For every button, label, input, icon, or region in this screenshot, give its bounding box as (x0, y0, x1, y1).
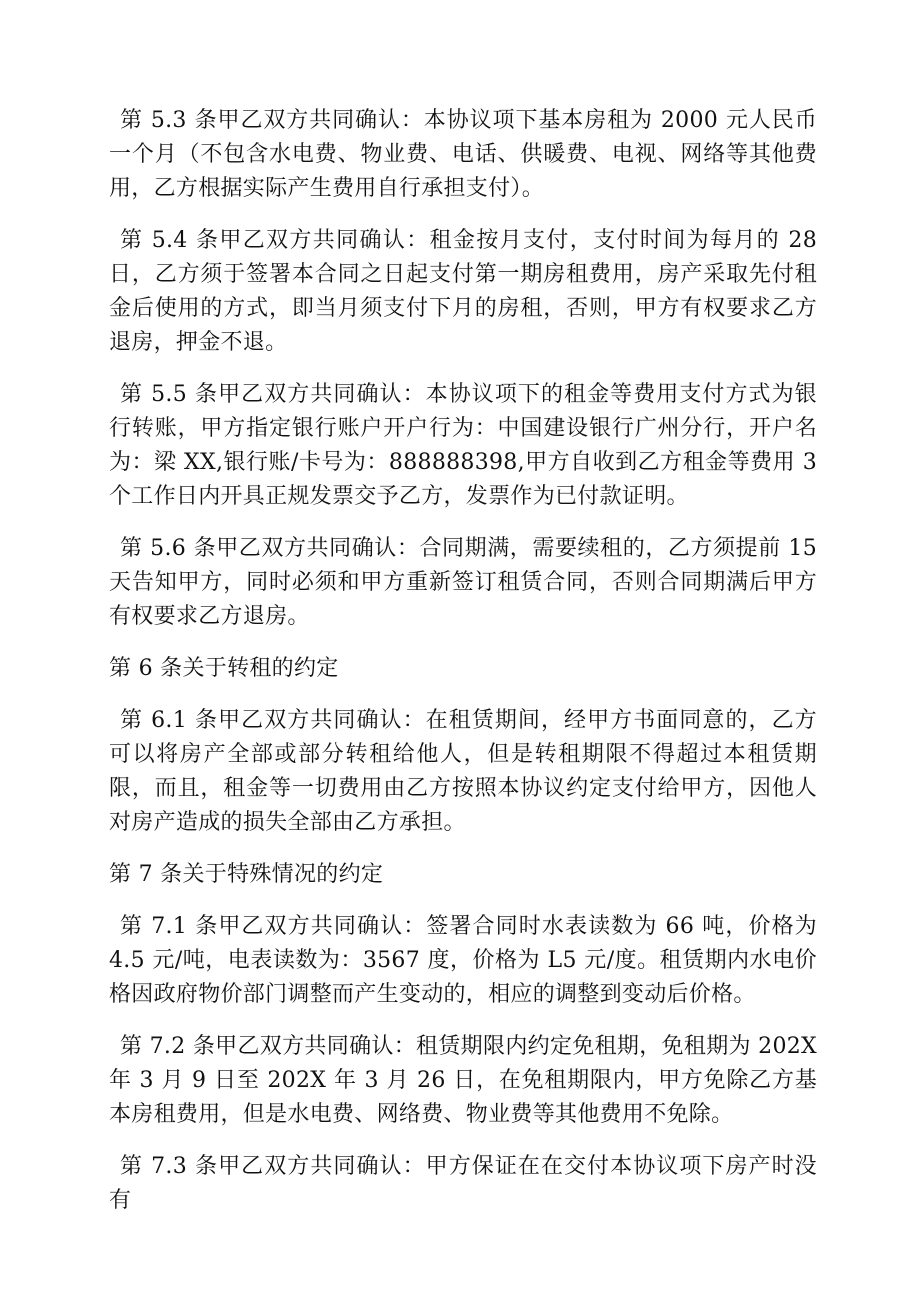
section-7-heading: 第 7 条关于特殊情况的约定 (109, 862, 384, 887)
clause-7-1: 第 7.1 条甲乙双方共同确认：签署合同时水表读数为 66 吨，价格为 4.5 元/吨，电表读数为：3567 度，价格为 L5 元/度。租赁期内水电价格因政府物价部门调整而产生变动的，相应的调整到变动后价格。 (109, 914, 817, 1007)
clause-6-1: 第 6.1 条甲乙双方共同确认：在租赁期间，经甲方书面同意的，乙方可以将房产全部或部分转租给他人，但是转租期限不得超过本租赁期限，而且，租金等一切费用由乙方按照本协议约定支付给甲方，因他人对房产造成的损失全部由乙方承担。 (109, 708, 817, 835)
document-body (109, 104, 817, 1236)
clause-7-2: 第 7.2 条甲乙双方共同确认：租赁期限内约定免租期，免租期为 202X 年 3 月 9 日至 202X 年 3 月 26 日，在免租期限内，甲方免除乙方基本房租费用，但是水电费、网络费、物业费等其他费用不免除。 (109, 1034, 817, 1127)
clause-5-3: 第 5.3 条甲乙双方共同确认：本协议项下基本房租为 2000 元人民币一个月（不包含水电费、物业费、电话、供暖费、电视、网络等其他费用，乙方根据实际产生费用自行承担支付）。 (109, 108, 817, 201)
clause-5-6: 第 5.6 条甲乙双方共同确认：合同期满，需要续租的，乙方须提前 15 天告知甲方，同时必须和甲方重新签订租赁合同，否则合同期满后甲方有权要求乙方退房。 (109, 536, 817, 629)
clause-5-5: 第 5.5 条甲乙双方共同确认：本协议项下的租金等费用支付方式为银行转账，甲方指定银行账户开户行为：中国建设银行广州分行，开户名为：梁 XX,银行账/卡号为：888888398,甲方自收到乙方租金等费用 3 个工作日内开具正规发票交予乙方，发票作为已付款证明。 (109, 382, 817, 509)
section-6-heading: 第 6 条关于转租的约定 (109, 656, 339, 681)
clause-5-4: 第 5.4 条甲乙双方共同确认：租金按月支付，支付时间为每月的 28 日，乙方须于签署本合同之日起支付第一期房租费用，房产采取先付租金后使用的方式，即当月须支付下月的房租，否则，甲方有权要求乙方退房，押金不退。 (109, 228, 817, 355)
clause-7-3: 第 7.3 条甲乙双方共同确认：甲方保证在在交付本协议项下房产时没有 (109, 1154, 817, 1213)
